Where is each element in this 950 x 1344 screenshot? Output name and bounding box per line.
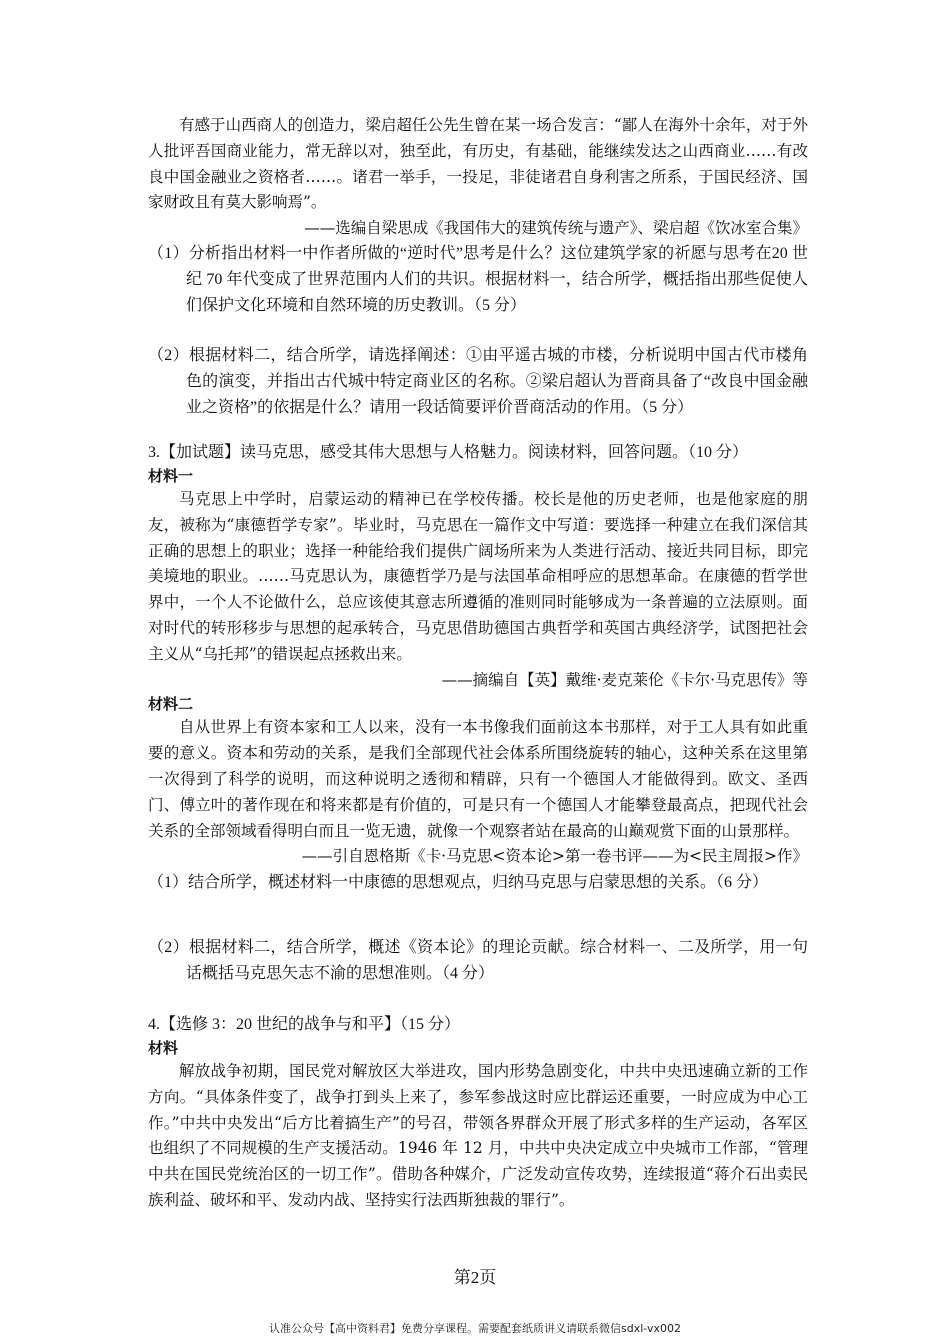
- material-text: 马克思上中学时，启蒙运动的精神已在学校传播。校长是他的历史老师，也是他家庭的朋友，被称为“康德哲学专家”。毕业时，马克思在一篇作文中写道：要选择一种建立在我们深信其正确的思想上的职业；选择一种能给我们提供广阔场所来为人类进行活动、接近共同目标，即完美境地的职业。……马克思认为，康德哲学乃是与法国革命相呼应的思想革命。在康德的哲学世界中，一个人不论做什么，总应该使其意志所遵循的准则同时能够成为一条普遍的立法原则。面对时代的转形移步与思想的起承转合，马克思借助德国古典哲学和英国古典经济学，试图把社会主义从“乌托邦”的错误起点拯救出来。: [148, 490, 808, 663]
- material-source: ——选编自梁思成《我国伟大的建筑传统与遗产》、梁启超《饮冰室合集》: [304, 219, 808, 238]
- footer-notice: 认准公众号【高中资料君】免费分享课程。需要配套纸质讲义请联系微信sdxl-vx002: [269, 1322, 681, 1335]
- question-4: [148, 1012, 808, 1214]
- material-source: ——引自恩格斯《卡·马克思<资本论>第一卷书评——为<民主周报>作》: [301, 847, 808, 866]
- q2-subquestion-2: [148, 343, 808, 420]
- material-two-end: [148, 113, 808, 242]
- liang-qichao-paragraph: 有感于山西商人的创造力，梁启超任公先生曾在某一场合发言：“鄙人在海外十余年，对于外人批评吾国商业能力，常无辞以对，独至此，有历史，有基础，能继续发达之山西商业……有改良中国金融业之资格者……。诸君一举手，一投足，非徒诸君自身利害之所系，于国民经济、国家财政且有莫大影响焉”。: [148, 116, 808, 212]
- material-source: ——摘编自【英】戴维·麦克莱伦《卡尔·马克思传》等: [441, 670, 808, 689]
- material-text: 解放战争初期，国民党对解放区大举进攻，国内形势急剧变化，中共中央迅速确立新的工作方向。“具体条件变了，战争打到头上来了，参军参战这时应比群运还重要，一时应成为中心工作。”中共中央发出“后方比着搞生产”的号召，带领各界群众开展了形式多样的生产运动，各军区也组织了不同规模的生产支援活动。1946 年 12 月，中共中央决定成立中央城市工作部，“管理中共在国民党统治区的一切工作”。借助各种媒介，广泛发动宣传攻势，连续报道“蒋介石出卖民族利益、破坏和平、发动内战、坚持实行法西斯独裁的罪行”。: [148, 1062, 808, 1209]
- question-3: [148, 440, 808, 896]
- subquestion-text: （1）分析指出材料一中作者所做的“逆时代”思考是什么？这位建筑学家的祈愿与思考在20 世纪 70 年代变成了世界范围内人们的共识。根据材料一，结合所学，概括指出那些促使人们保护文化环境和自然环境的历史教训。（5 分）: [148, 245, 808, 314]
- material-label: 材料: [148, 1039, 179, 1057]
- q2-subquestion-1: [148, 241, 808, 318]
- q3-subquestion-2: [148, 935, 808, 987]
- subquestion-text: （1）结合所学，概述材料一中康德的思想观点，归纳马克思与启蒙思想的关系。（6 分）: [148, 874, 769, 892]
- subquestion-text: （2）根据材料二，结合所学，请选择阐述：①由平遥古城的市楼，分析说明中国古代市楼角色的演变，并指出古代城中特定商业区的名称。②梁启超认为晋商具备了“改良中国金融业之资格”的依据是什么？请用一段话简要评价晋商活动的作用。（5 分）: [148, 347, 808, 416]
- subquestion-text: （2）根据材料二，结合所学，概述《资本论》的理论贡献。综合材料一、二及所学，用一句话概括马克思矢志不渝的思想准则。（4 分）: [148, 939, 808, 982]
- question-heading: 4.【选修 3：20 世纪的战争与和平】（15 分）: [148, 1016, 461, 1033]
- material-text: 自从世界上有资本家和工人以来，没有一本书像我们面前这本书那样，对于工人具有如此重要的意义。资本和劳动的关系，是我们全部现代社会体系所围绕旋转的轴心，这种关系在这里第一次得到了科学的说明，而这种说明之透彻和精辟，只有一个德国人才能做得到。欧文、圣西门、傅立叶的著作现在和将来都是有价值的，可是只有一个德国人才能攀登最高点，把现代社会关系的全部领域看得明白而且一览无遗，就像一个观察者站在最高的山巅观赏下面的山景那样。: [148, 718, 808, 840]
- material-label: 材料二: [148, 695, 194, 714]
- question-heading: 3.【加试题】读马克思，感受其伟大思想与人格魅力。阅读材料，回答问题。（10 分）: [148, 444, 749, 461]
- material-label: 材料一: [148, 467, 194, 485]
- page-number: 第2页: [453, 1268, 497, 1287]
